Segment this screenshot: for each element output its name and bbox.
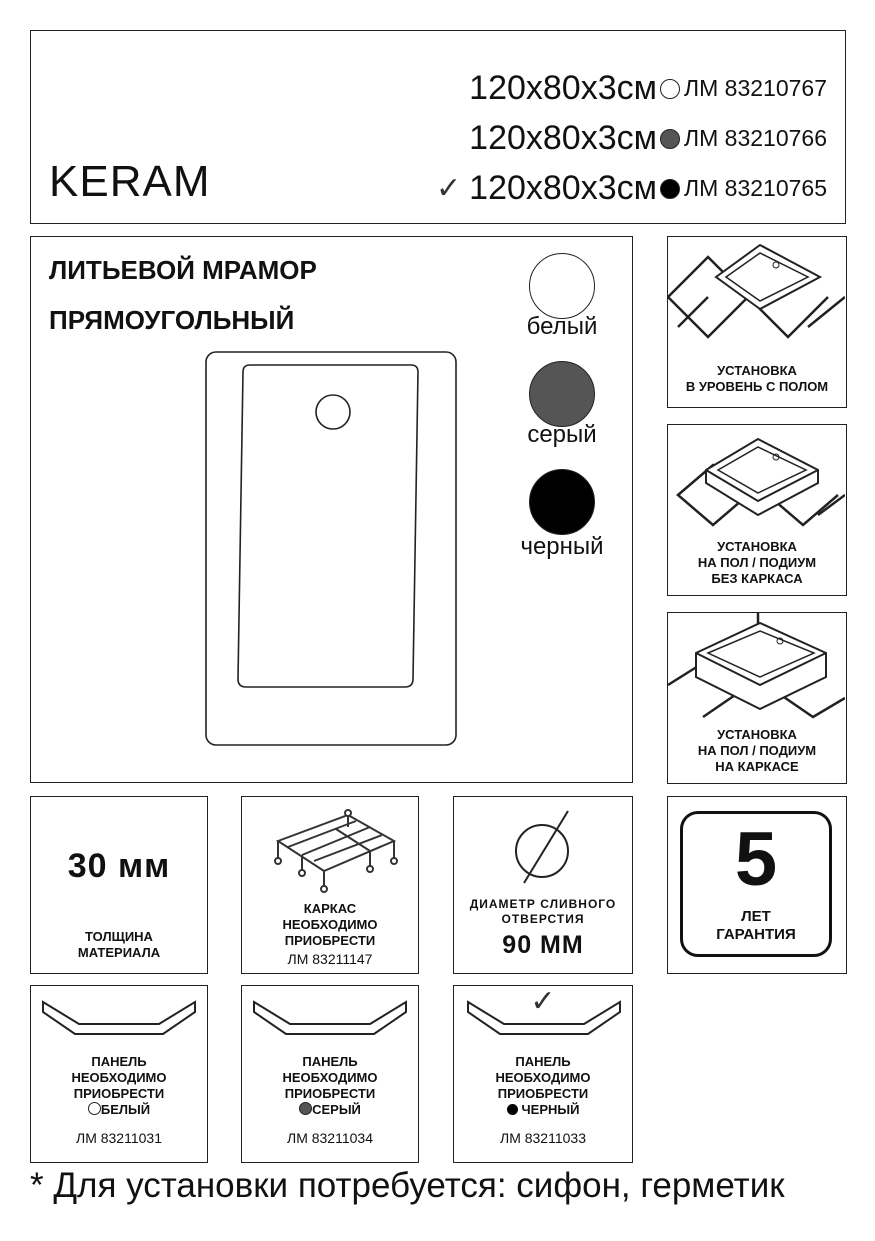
front-panel-icon [39, 998, 199, 1038]
panel-white-caption: ПАНЕЛЬ НЕОБХОДИМО ПРИОБРЕСТИ БЕЛЫЙ [71, 1054, 167, 1117]
panel-black-code: ЛМ 83211033 [500, 1130, 586, 1146]
variant-black[interactable] [436, 169, 827, 208]
white-dot-icon [88, 1102, 101, 1115]
variant-gray[interactable] [469, 119, 827, 158]
product-shape-title: ПРЯМОУГОЛЬНЫЙ [49, 305, 295, 335]
podium-install-icon [668, 425, 845, 535]
panel-black-caption: ПАНЕЛЬ НЕОБХОДИМО ПРИОБРЕСТИ ЧЕРНЫЙ [495, 1054, 591, 1117]
header-box [30, 30, 846, 224]
white-swatch[interactable] [529, 253, 595, 319]
variant-code: ЛМ 83210765 [684, 175, 827, 201]
floor-level-install-icon [668, 237, 845, 347]
panel-gray-caption: ПАНЕЛЬ НЕОБХОДИМО ПРИОБРЕСТИ СЕРЫЙ [282, 1054, 378, 1117]
panel-white-box[interactable] [30, 985, 208, 1163]
black-swatch-label: черный [520, 533, 604, 560]
variant-code: ЛМ 83210767 [684, 75, 827, 101]
install-flush-box [667, 236, 847, 408]
front-panel-icon [250, 998, 410, 1038]
drain-box [453, 796, 633, 974]
warranty-badge [680, 811, 832, 957]
frame-install-icon [668, 613, 845, 723]
checkmark-icon: ✓ [530, 985, 556, 1018]
gray-swatch[interactable] [529, 361, 595, 427]
gray-dot-icon [660, 129, 680, 149]
white-swatch-label: белый [526, 313, 598, 340]
product-material-title: ЛИТЬЕВОЙ МРАМОР [49, 255, 317, 285]
install-podium-box [667, 424, 847, 596]
variant-code: ЛМ 83210766 [684, 125, 827, 151]
support-frame-icon [270, 807, 400, 893]
drain-value: 90 ММ [502, 931, 584, 959]
install-flush-caption: УСТАНОВКА В УРОВЕНЬ С ПОЛОМ [685, 363, 829, 394]
checkmark-icon: ✓ [436, 172, 462, 205]
installation-footnote: * Для установки потребуется: сифон, герметик [30, 1166, 785, 1205]
gray-dot-icon [299, 1102, 312, 1115]
warranty-box [667, 796, 847, 974]
shower-tray-drawing [203, 349, 459, 749]
frame-caption: КАРКАС НЕОБХОДИМО ПРИОБРЕСТИ [282, 901, 378, 948]
panel-gray-code: ЛМ 83211034 [287, 1130, 373, 1146]
variant-size: 120x80x3см [469, 169, 658, 207]
black-dot-icon [507, 1104, 518, 1115]
warranty-caption: ЛЕТ ГАРАНТИЯ [716, 908, 796, 943]
thickness-caption: ТОЛЩИНА МАТЕРИАЛА [77, 929, 161, 960]
panel-gray-box[interactable] [241, 985, 419, 1163]
white-dot-icon [660, 79, 680, 99]
install-frame-caption: УСТАНОВКА НА ПОЛ / ПОДИУМ НА КАРКАСЕ [697, 727, 817, 774]
drain-icon [316, 395, 350, 429]
variant-size: 120x80x3см [469, 69, 658, 107]
install-podium-caption: УСТАНОВКА НА ПОЛ / ПОДИУМ БЕЗ КАРКАСА [697, 539, 817, 586]
diameter-icon [510, 807, 580, 887]
front-panel-icon [464, 998, 624, 1038]
frame-code: ЛМ 83211147 [287, 951, 373, 967]
thickness-value: 30 мм [67, 847, 171, 885]
variant-white[interactable] [469, 69, 827, 108]
frame-box [241, 796, 419, 974]
warranty-years: 5 [734, 817, 778, 902]
drain-caption: ДИАМЕТР СЛИВНОГО ОТВЕРСТИЯ [469, 897, 617, 926]
variant-size: 120x80x3см [469, 119, 658, 157]
black-dot-icon [660, 179, 680, 199]
panel-black-box[interactable] [453, 985, 633, 1163]
black-swatch[interactable] [529, 469, 595, 535]
install-frame-box [667, 612, 847, 784]
brand-name: KERAM [49, 157, 211, 206]
gray-swatch-label: серый [527, 421, 597, 448]
product-main-box [30, 236, 633, 783]
thickness-box [30, 796, 208, 974]
panel-white-code: ЛМ 83211031 [76, 1130, 162, 1146]
